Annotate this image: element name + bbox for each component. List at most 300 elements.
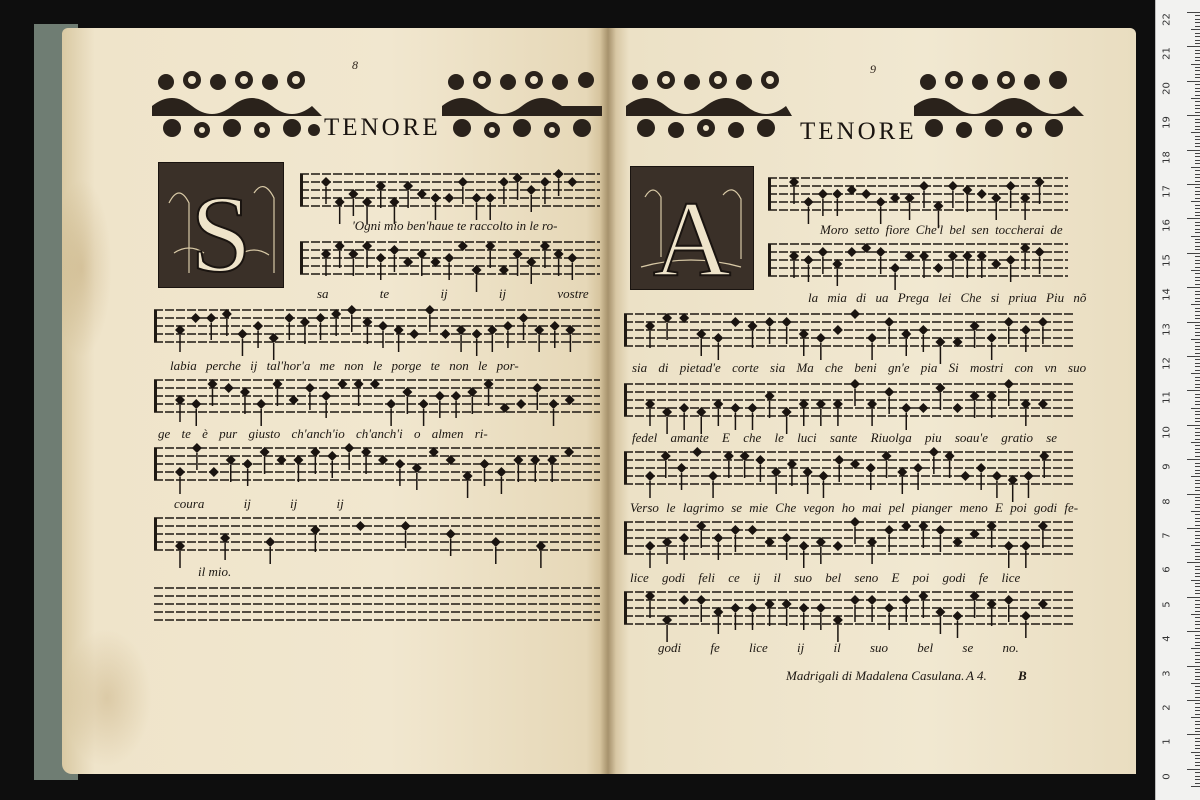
ruler-tick — [1195, 470, 1200, 471]
left-page — [62, 28, 608, 774]
ruler-tick — [1195, 370, 1200, 371]
ruler-tick — [1195, 521, 1200, 522]
lyric-line: sa te ij ij vostre — [317, 286, 589, 301]
ruler-tick — [1195, 697, 1200, 698]
ruler-tick — [1187, 390, 1200, 391]
ruler-tick — [1195, 387, 1200, 388]
ruler-tick — [1195, 325, 1200, 326]
ruler-tick — [1195, 401, 1200, 402]
note-head — [850, 379, 860, 389]
note-head — [833, 541, 843, 551]
ruler-tick — [1195, 404, 1200, 405]
ruler-tick — [1191, 476, 1200, 477]
note-head — [175, 467, 185, 477]
ruler-tick — [1191, 614, 1200, 615]
note-head — [458, 177, 468, 187]
note-head — [832, 189, 842, 199]
ruler-tick — [1195, 60, 1200, 61]
ruler-tick — [1195, 617, 1200, 618]
note-head — [256, 399, 266, 409]
ruler-tick — [1195, 15, 1200, 16]
ruler-tick — [1195, 301, 1200, 302]
note-head — [913, 463, 923, 473]
ruler-tick — [1195, 318, 1200, 319]
ruler-tick — [1187, 287, 1200, 288]
note-head — [850, 595, 860, 605]
note-head — [816, 603, 826, 613]
ruler-label: 15 — [1161, 253, 1173, 267]
note-head — [567, 253, 577, 263]
ruler-tick — [1195, 686, 1200, 687]
ruler-label: 19 — [1161, 116, 1173, 130]
note-head — [1006, 255, 1016, 265]
note-head — [782, 317, 792, 327]
note-head — [389, 245, 399, 255]
ruler-label: 1 — [1161, 738, 1173, 746]
part-title: TENORE — [324, 114, 441, 141]
ruler-tick — [1195, 724, 1200, 725]
ruler-tick — [1195, 721, 1200, 722]
ruler-tick — [1195, 628, 1200, 629]
ruler-tick — [1187, 356, 1200, 357]
note-head — [977, 189, 987, 199]
lyric-line: il mio. — [198, 564, 232, 579]
ruler-tick — [1195, 428, 1200, 429]
ruler-tick — [1195, 593, 1200, 594]
ruler-tick — [1195, 205, 1200, 206]
ruler-tick — [1191, 270, 1200, 271]
ruler-tick — [1195, 714, 1200, 715]
ruler-label: 6 — [1161, 566, 1173, 574]
note-head — [519, 313, 529, 323]
ruler-tick — [1195, 638, 1200, 639]
note-head — [884, 525, 894, 535]
ruler-tick — [1195, 177, 1200, 178]
ruler-tick — [1195, 456, 1200, 457]
note-head — [440, 329, 450, 339]
ruler-tick — [1195, 163, 1200, 164]
note-head — [929, 447, 939, 457]
lyric-line: la mia di ua Prega lei Che si priua Piu nõ — [808, 290, 1087, 305]
note-head — [485, 193, 495, 203]
note-head — [540, 177, 550, 187]
ruler-tick — [1195, 535, 1200, 536]
ruler-tick — [1195, 765, 1200, 766]
note-head — [948, 181, 958, 191]
note-head — [316, 313, 326, 323]
ruler-tick — [1191, 545, 1200, 546]
ruler-tick — [1195, 583, 1200, 584]
music-staff — [154, 443, 600, 498]
note-head — [1004, 595, 1014, 605]
ruler-tick — [1191, 98, 1200, 99]
note-head — [976, 463, 986, 473]
ruler-tick — [1195, 607, 1200, 608]
ruler-tick — [1195, 473, 1200, 474]
ruler-tick — [1195, 703, 1200, 704]
note-head — [451, 391, 461, 401]
note-head — [503, 321, 513, 331]
note-head — [1006, 181, 1016, 191]
ruler-tick — [1195, 755, 1200, 756]
lyric-line: Verso le lagrimo se mie Che vegon ho mai pel pianger meno E poi godi fe- — [630, 500, 1079, 515]
ruler-tick — [1195, 225, 1200, 226]
ruler-tick — [1195, 538, 1200, 539]
ruler-tick — [1195, 139, 1200, 140]
ruler-tick — [1195, 239, 1200, 240]
ruler-tick — [1195, 70, 1200, 71]
ruler-label: 2 — [1161, 704, 1173, 711]
ruler-tick — [1195, 490, 1200, 491]
ruler-tick — [1195, 556, 1200, 557]
ruler-tick — [1195, 174, 1200, 175]
note-head — [748, 525, 758, 535]
ruler-tick — [1191, 648, 1200, 649]
ruler-tick — [1195, 212, 1200, 213]
ruler-tick — [1195, 449, 1200, 450]
note-head — [472, 193, 482, 203]
ruler-tick — [1195, 445, 1200, 446]
ruler-tick — [1195, 590, 1200, 591]
note-head — [730, 525, 740, 535]
ruler-tick — [1195, 146, 1200, 147]
note-head — [645, 541, 655, 551]
note-head — [430, 193, 440, 203]
ruler-tick — [1195, 260, 1200, 261]
music-staff — [154, 379, 600, 426]
ruler-tick — [1195, 741, 1200, 742]
lyric-line: ge te è pur giusto ch'anch'io ch'anch'i o almen ri- — [158, 426, 488, 441]
ruler-tick — [1187, 494, 1200, 495]
note-head — [748, 603, 758, 613]
ruler-tick — [1195, 153, 1200, 154]
ruler-tick — [1187, 666, 1200, 667]
ruler-tick — [1195, 50, 1200, 51]
note-head — [321, 391, 331, 401]
note-head — [532, 383, 542, 393]
ruler-tick — [1195, 40, 1200, 41]
note-head — [444, 253, 454, 263]
ruler-tick — [1195, 156, 1200, 157]
book-gutter — [600, 28, 616, 774]
note-head — [321, 177, 331, 187]
note-head — [378, 321, 388, 331]
ruler-tick — [1195, 779, 1200, 780]
ruler-tick — [1191, 683, 1200, 684]
staves-left — [62, 28, 608, 774]
note-head — [987, 333, 997, 343]
note-head — [782, 533, 792, 543]
ruler-tick — [1195, 487, 1200, 488]
music-staff — [154, 305, 600, 360]
note-head — [755, 455, 765, 465]
ruler-tick — [1195, 315, 1200, 316]
ruler-tick — [1195, 101, 1200, 102]
ruler-tick — [1195, 342, 1200, 343]
ruler-label: 4 — [1161, 635, 1173, 642]
note-head — [748, 403, 758, 413]
folio-number: 9 — [870, 62, 876, 76]
ruler-label: 12 — [1161, 357, 1173, 370]
note-head — [876, 247, 886, 257]
note-head — [1021, 541, 1031, 551]
note-head — [376, 253, 386, 263]
ruler-tick — [1195, 263, 1200, 264]
note-head — [191, 313, 201, 323]
note-head — [799, 603, 809, 613]
ruler-label: 17 — [1161, 185, 1173, 198]
right-page — [608, 28, 1136, 774]
ruler-tick — [1195, 43, 1200, 44]
ruler-tick — [1195, 277, 1200, 278]
note-head — [847, 247, 857, 257]
ruler-label: 13 — [1161, 322, 1173, 336]
ruler-tick — [1195, 421, 1200, 422]
ruler-tick — [1195, 483, 1200, 484]
ruler-tick — [1195, 655, 1200, 656]
ruler-tick — [1195, 335, 1200, 336]
ruler-tick — [1195, 576, 1200, 577]
note-head — [1004, 541, 1014, 551]
ruler-tick — [1191, 442, 1200, 443]
ruler-tick — [1195, 308, 1200, 309]
ruler-tick — [1195, 394, 1200, 395]
ruler-tick — [1195, 758, 1200, 759]
ruler-label: 8 — [1161, 497, 1173, 505]
ruler-tick — [1195, 507, 1200, 508]
ruler-tick — [1187, 459, 1200, 460]
ruler-tick — [1195, 783, 1200, 784]
ruler-tick — [1191, 201, 1200, 202]
ruler-tick — [1195, 119, 1200, 120]
note-head — [713, 533, 723, 543]
note-head — [890, 263, 900, 273]
ruler-tick — [1195, 160, 1200, 161]
ruler-tick — [1195, 566, 1200, 567]
ruler-tick — [1191, 511, 1200, 512]
music-staff — [624, 517, 1074, 568]
ruler-tick — [1195, 635, 1200, 636]
note-head — [237, 329, 247, 339]
ruler-tick — [1187, 150, 1200, 151]
ruler-tick — [1191, 752, 1200, 753]
ruler-tick — [1191, 580, 1200, 581]
ruler-tick — [1191, 236, 1200, 237]
ruler-tick — [1195, 604, 1200, 605]
lyric-line: fedel amante E che le luci sante Riuolga piu soau'e gratio se — [632, 430, 1058, 445]
ruler-tick — [1195, 88, 1200, 89]
note-head — [499, 177, 509, 187]
ruler-tick — [1195, 267, 1200, 268]
ruler-tick — [1195, 332, 1200, 333]
ruler-tick — [1195, 129, 1200, 130]
ruler-tick — [1195, 366, 1200, 367]
note-head — [425, 305, 435, 315]
part-title: TENORE — [800, 118, 917, 145]
ruler-tick — [1187, 253, 1200, 254]
music-staff — [624, 379, 1074, 434]
ruler-label: 21 — [1161, 47, 1173, 61]
ruler-tick — [1195, 143, 1200, 144]
note-head — [191, 399, 201, 409]
ruler-tick — [1195, 95, 1200, 96]
ruler-tick — [1195, 57, 1200, 58]
note-head — [901, 595, 911, 605]
note-head — [935, 525, 945, 535]
ruler-tick — [1195, 728, 1200, 729]
note-head — [1038, 317, 1048, 327]
note-head — [395, 459, 405, 469]
ruler-tick — [1195, 26, 1200, 27]
note-head — [953, 403, 963, 413]
ruler-label: 11 — [1161, 391, 1173, 405]
ruler-tick — [1195, 738, 1200, 739]
ruler-tick — [1191, 408, 1200, 409]
note-head — [1023, 471, 1033, 481]
ruler-tick — [1195, 74, 1200, 75]
measuring-ruler — [1155, 0, 1200, 800]
ruler-tick — [1195, 762, 1200, 763]
note-head — [730, 603, 740, 613]
note-head — [435, 391, 445, 401]
note-head — [866, 463, 876, 473]
ruler-tick — [1187, 184, 1200, 185]
ruler-tick — [1195, 126, 1200, 127]
ruler-tick — [1195, 284, 1200, 285]
ruler-tick — [1195, 136, 1200, 137]
note-head — [347, 305, 357, 315]
ruler-tick — [1195, 497, 1200, 498]
note-head — [960, 471, 970, 481]
ruler-tick — [1195, 652, 1200, 653]
note-head — [472, 329, 482, 339]
ruler-tick — [1191, 339, 1200, 340]
ruler-tick — [1195, 414, 1200, 415]
ruler-tick — [1195, 222, 1200, 223]
note-head — [446, 529, 456, 539]
ruler-tick — [1195, 242, 1200, 243]
ruler-tick — [1191, 373, 1200, 374]
music-staff — [154, 518, 600, 568]
note-head — [679, 533, 689, 543]
ruler-tick — [1195, 311, 1200, 312]
note-head — [933, 263, 943, 273]
ruler-label: 9 — [1161, 463, 1173, 470]
ruler-tick — [1187, 425, 1200, 426]
note-head — [1004, 379, 1014, 389]
ruler-tick — [1195, 659, 1200, 660]
ruler-tick — [1195, 569, 1200, 570]
ruler-tick — [1195, 91, 1200, 92]
note-head — [526, 185, 536, 195]
ruler-tick — [1195, 676, 1200, 677]
lyric-line: 'Ogni mio ben'haue te raccolto in le ro- — [352, 218, 558, 233]
ruler-tick — [1191, 64, 1200, 65]
ruler-tick — [1191, 304, 1200, 305]
ruler-tick — [1195, 531, 1200, 532]
ruler-tick — [1195, 573, 1200, 574]
lyric-line: coura ij ij ij — [174, 496, 344, 511]
note-head — [884, 603, 894, 613]
ruler-tick — [1187, 81, 1200, 82]
ruler-tick — [1195, 298, 1200, 299]
ruler-tick — [1195, 67, 1200, 68]
ruler-tick — [1187, 562, 1200, 563]
ruler-tick — [1195, 772, 1200, 773]
music-staff — [768, 243, 1068, 290]
music-staff — [624, 591, 1074, 642]
note-head — [491, 537, 501, 547]
ruler-label: 3 — [1161, 669, 1173, 677]
ruler-tick — [1195, 518, 1200, 519]
note-head — [708, 471, 718, 481]
ruler-tick — [1195, 273, 1200, 274]
ruler-label: 16 — [1161, 219, 1173, 233]
note-head — [884, 387, 894, 397]
gathering-mark: B — [1018, 668, 1027, 683]
ruler-label: 18 — [1161, 150, 1173, 164]
ruler-tick — [1195, 432, 1200, 433]
note-head — [1021, 325, 1031, 335]
note-head — [818, 189, 828, 199]
note-head — [444, 193, 454, 203]
note-head — [209, 467, 219, 477]
ruler-tick — [1195, 36, 1200, 37]
colophon-footer: Madrigali di Madalena Casulana. — [786, 668, 965, 683]
ruler-tick — [1195, 600, 1200, 601]
ruler-tick — [1187, 769, 1200, 770]
note-head — [818, 247, 828, 257]
ruler-tick — [1195, 353, 1200, 354]
note-head — [799, 541, 809, 551]
ruler-tick — [1195, 194, 1200, 195]
note-head — [401, 521, 411, 531]
folio-number: 8 — [352, 58, 358, 72]
ruler-tick — [1191, 717, 1200, 718]
note-head — [867, 595, 877, 605]
ruler-tick — [1195, 359, 1200, 360]
ruler-label: 0 — [1161, 773, 1173, 780]
ruler-tick — [1195, 514, 1200, 515]
note-head — [833, 325, 843, 335]
ruler-tick — [1195, 669, 1200, 670]
ruler-tick — [1195, 452, 1200, 453]
ruler-tick — [1195, 232, 1200, 233]
music-staff — [300, 169, 600, 224]
note-head — [567, 177, 577, 187]
ruler-tick — [1187, 700, 1200, 701]
note-head — [327, 451, 337, 461]
ruler-tick — [1187, 631, 1200, 632]
ruler-label: 20 — [1161, 81, 1173, 95]
note-head — [496, 467, 506, 477]
ruler-tick — [1187, 46, 1200, 47]
ruler-tick — [1195, 280, 1200, 281]
lyric-line: labia perche ij tal'hor'a me non le porge te non le por- — [170, 358, 519, 373]
ruler-tick — [1195, 542, 1200, 543]
initial-letter: A — [653, 180, 731, 290]
ruler-tick — [1195, 22, 1200, 23]
ruler-tick — [1191, 29, 1200, 30]
note-head — [284, 313, 294, 323]
note-head — [765, 317, 775, 327]
ruler-tick — [1195, 349, 1200, 350]
ruler-tick — [1195, 249, 1200, 250]
ruler-tick — [1195, 215, 1200, 216]
ruler-tick — [1195, 363, 1200, 364]
note-head — [679, 403, 689, 413]
ruler-tick — [1195, 645, 1200, 646]
